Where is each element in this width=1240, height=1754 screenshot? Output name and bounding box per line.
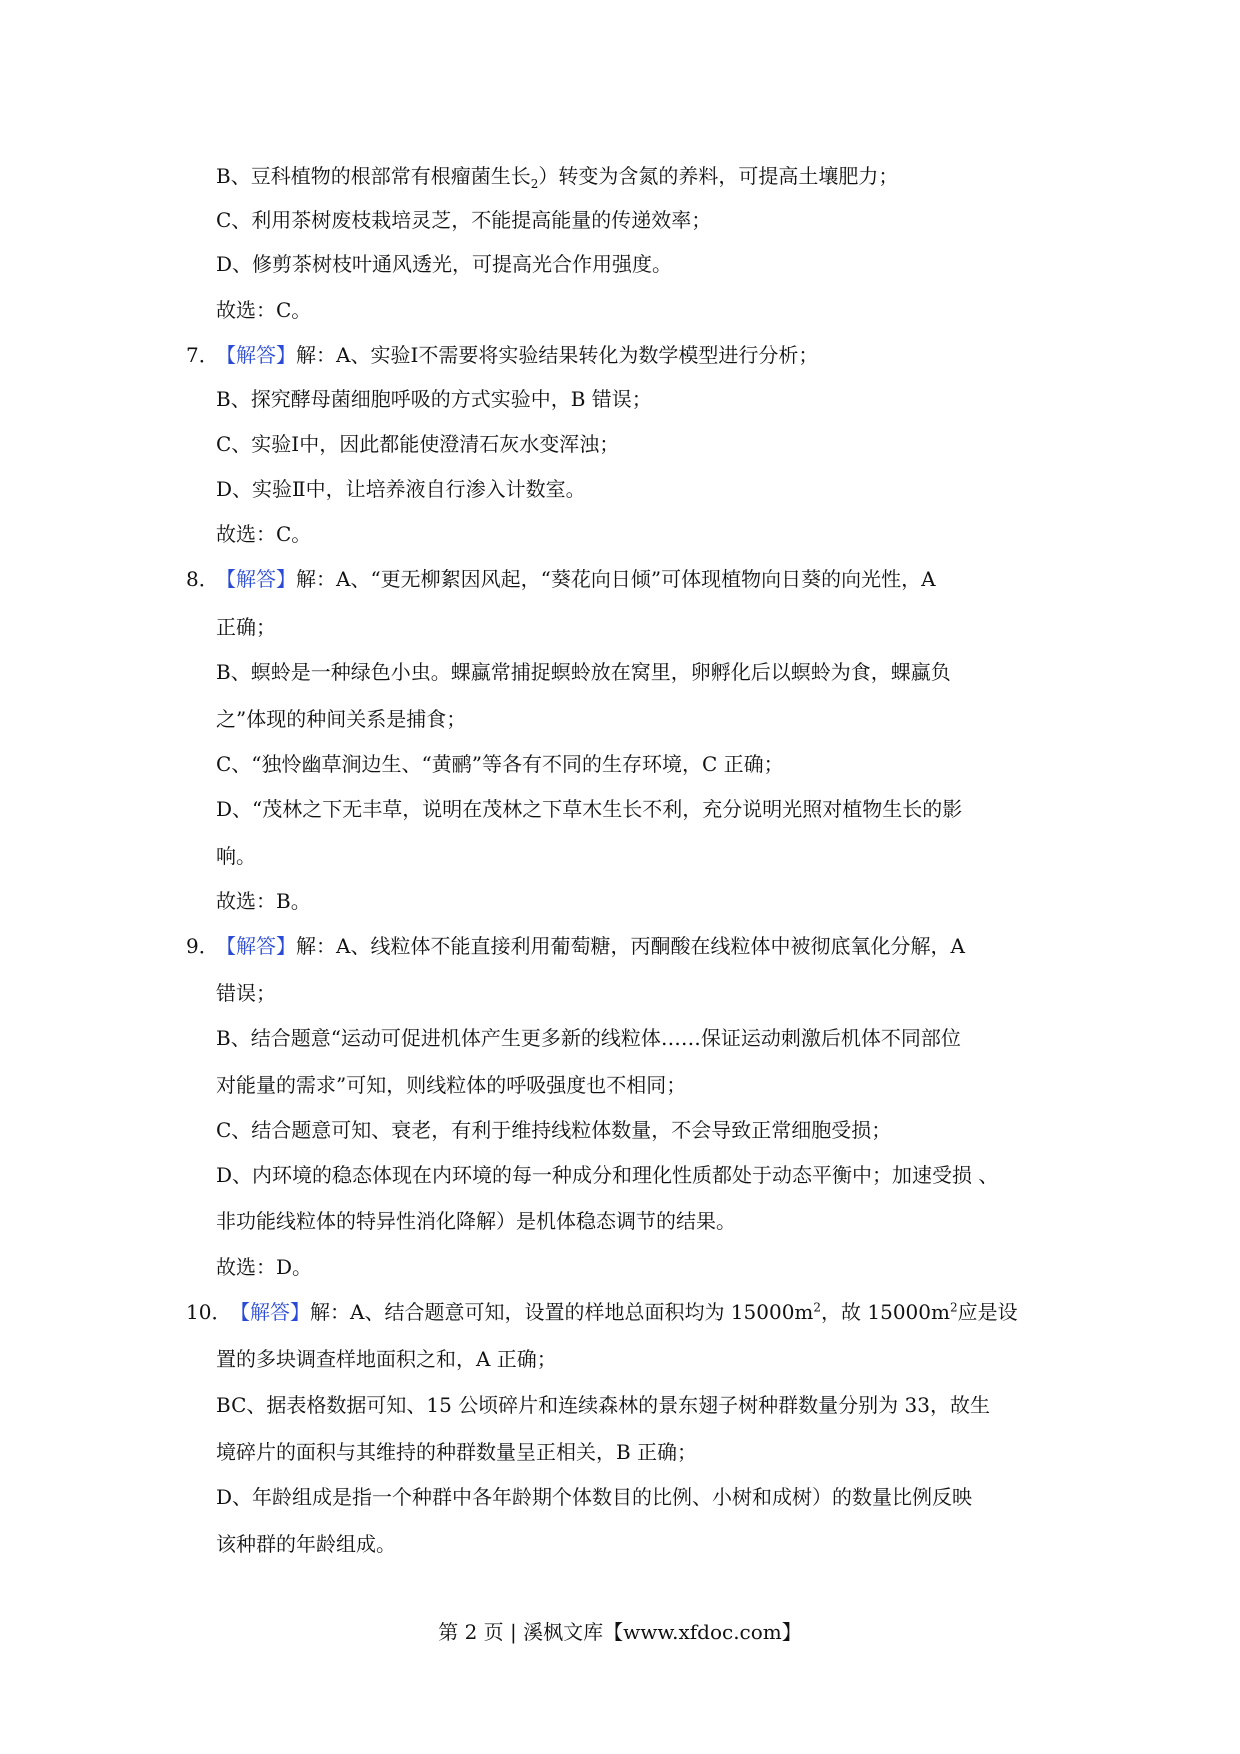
q8-header — [186, 567, 936, 591]
q9-option-a: 解：A、线粒体不能直接利用葡萄糖，丙酮酸在线粒体中被彻底氧化分解，A — [296, 934, 965, 958]
q10-option-bc-cont: 境碎片的面积与其维持的种群数量呈正相关，B 正确； — [216, 1440, 698, 1464]
q6-option-d: D、修剪茶树枝叶通风透光，可提高光合作用强度。 — [216, 252, 673, 276]
q10-option-bc: BC、据表格数据可知、15 公顷碎片和连续森林的景东翅子树种群数量分别为 33，故生 — [216, 1393, 990, 1417]
q10-option-a: 解：A、结合题意可知，设置的样地总面积均为 15000m — [310, 1300, 814, 1324]
q6-answer: 故选：C。 — [216, 298, 312, 322]
q9-option-c: C、结合题意可知、衰老，有利于维持线粒体数量，不会导致正常细胞受损； — [216, 1118, 892, 1142]
q7-header — [186, 343, 818, 367]
q10-number: 10． — [186, 1300, 232, 1324]
q6-option-b-tail: ）转变为含氮的养料，可提高土壤肥力； — [538, 164, 899, 188]
q10-option-d-cont: 该种群的年龄组成。 — [216, 1532, 396, 1556]
q9-solution-tag: 【解答】 — [216, 934, 296, 958]
q9-option-d-cont: 非功能线粒体的特异性消化降解）是机体稳态调节的结果。 — [216, 1209, 736, 1233]
q8-answer: 故选：B。 — [216, 889, 311, 913]
q6-option-b — [216, 164, 899, 191]
q8-option-a-cont: 正确； — [216, 615, 276, 639]
q7-option-b: B、探究酵母菌细胞呼吸的方式实验中，B 错误； — [216, 387, 652, 411]
q9-option-b-cont: 对能量的需求”可知，则线粒体的呼吸强度也不相同； — [216, 1073, 687, 1097]
q10-solution-tag: 【解答】 — [230, 1300, 310, 1324]
q10-option-a-cont: 置的多块调查样地面积之和，A 正确； — [216, 1347, 557, 1371]
q9-number: 9． — [186, 934, 219, 958]
q10-option-a-mid: ，故 15000m — [821, 1300, 950, 1324]
q10-superscript-1: 2 — [813, 1300, 822, 1315]
q10-superscript-2: 2 — [949, 1300, 958, 1315]
q7-number: 7． — [186, 343, 219, 367]
q8-solution-tag: 【解答】 — [216, 567, 296, 591]
q8-option-b: B、螟蛉是一种绿色小虫。蜾蠃常捕捉螟蛉放在窝里，卵孵化后以螟蛉为食，蜾蠃负 — [216, 660, 951, 684]
q7-option-c: C、实验Ⅰ中，因此都能使澄清石灰水变浑浊； — [216, 432, 620, 456]
q8-option-b-cont: 之”体现的种间关系是捕食； — [216, 707, 467, 731]
q6-option-b-text: B、豆科植物的根部常有根瘤菌生长 — [216, 164, 531, 188]
q8-option-d: D、“茂林之下无丰草，说明在茂林之下草木生长不利，充分说明光照对植物生长的影 — [216, 797, 963, 821]
q9-option-d: D、内环境的稳态体现在内环境的每一种成分和理化性质都处于动态平衡中；加速受损 、 — [216, 1163, 999, 1187]
q10-option-a-tail: 应是设 — [957, 1300, 1018, 1324]
q8-option-a: 解：A、“更无柳絮因风起，“葵花向日倾”可体现植物向日葵的向光性，A — [296, 567, 936, 591]
q8-number: 8． — [186, 567, 219, 591]
q7-option-d: D、实验Ⅱ中，让培养液自行渗入计数室。 — [216, 477, 586, 501]
q9-header — [186, 934, 965, 958]
q8-option-d-cont: 响。 — [216, 844, 256, 868]
q6-subscript: 2 — [530, 177, 539, 191]
q8-option-c: C、“独怜幽草涧边生、“黄鹂”等各有不同的生存环境，C 正确； — [216, 752, 784, 776]
q7-solution-tag: 【解答】 — [216, 343, 296, 367]
q6-option-c: C、利用茶树废枝栽培灵芝，不能提高能量的传递效率； — [216, 208, 712, 232]
q10-option-d: D、年龄组成是指一个种群中各年龄期个体数目的比例、小树和成树）的数量比例反映 — [216, 1485, 973, 1509]
q9-option-b: B、结合题意“运动可促进机体产生更多新的线粒体……保证运动刺激后机体不同部位 — [216, 1026, 961, 1050]
q7-option-a: 解：A、实验Ⅰ不需要将实验结果转化为数学模型进行分析； — [296, 343, 819, 367]
q9-answer: 故选：D。 — [216, 1255, 313, 1279]
q9-option-a-cont: 错误； — [216, 981, 276, 1005]
q7-answer: 故选：C。 — [216, 522, 312, 546]
page-footer: 第 2 页 | 溪枫文库【www.xfdoc.com】 — [438, 1620, 802, 1644]
q10-header — [186, 1300, 1018, 1324]
